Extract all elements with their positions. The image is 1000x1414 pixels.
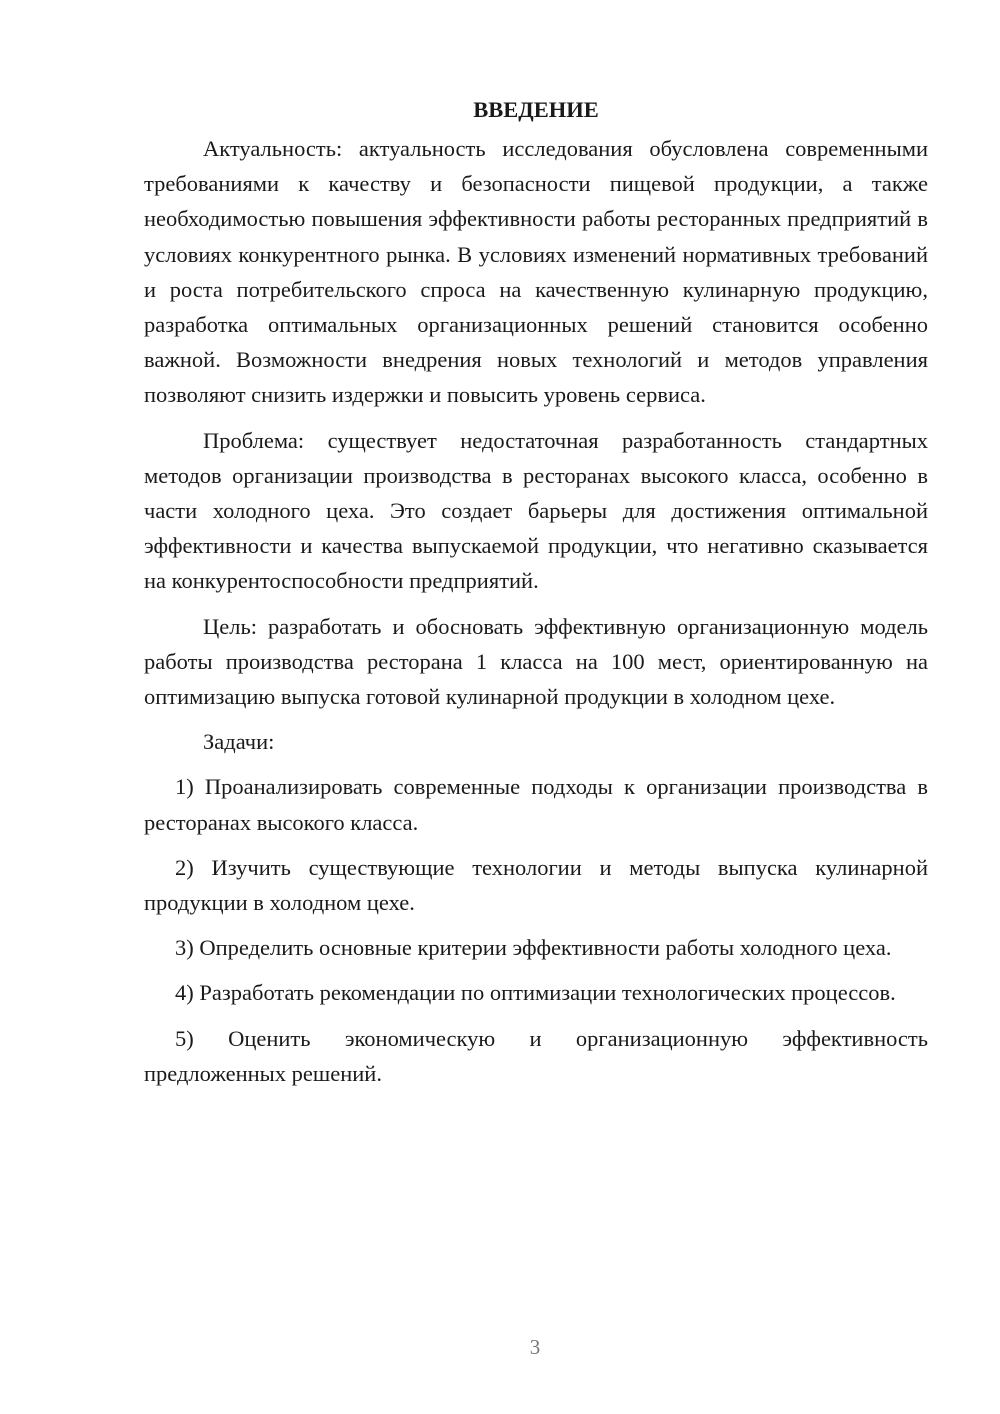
- goal-paragraph: Цель: разработать и обосновать эффективную организационную модель работы производства ресторана 1 класса на 100 мест, ориентированную на оптимизацию выпуска готовой кулинарной продукции в холодном цехе.: [144, 613, 928, 710]
- list-item: 5) Оценить экономическую и организационную эффективность предложенных решений.: [144, 1025, 928, 1086]
- list-item: 1) Проанализировать современные подходы к организации производства в ресторанах высокого класса.: [144, 774, 928, 835]
- problem-paragraph: Проблема: существует недостаточная разработанность стандартных методов организации производства в ресторанах высокого класса, особенно в части холодного цеха. Это создает барьеры для достижения оптимальной эффективности и качества выпускаемой продукции, что негативно сказывается на конкурентоспособности предприятий.: [144, 427, 928, 594]
- relevance-paragraph: Актуальность: актуальность исследования обусловлена современными требованиями к качеству и безопасности пищевой продукции, а также необходимостью повышения эффективности работы ресторанных предприятий в условиях конкурентного рынка. В условиях изменений нормативных требований и роста потребительского спроса на качественную кулинарную продукцию, разработка оптимальных организационных решений становится особенно важной. Возможности внедрения новых технологий и методов управления позволяют снизить издержки и повысить уровень сервиса.: [144, 136, 928, 408]
- list-item: 3) Определить основные критерии эффективности работы холодного цеха.: [175, 935, 892, 961]
- tasks-list: [144, 769, 928, 1091]
- list-item: 4) Разработать рекомендации по оптимизации технологических процессов.: [175, 980, 896, 1006]
- list-item: 2) Изучить существующие технологии и методы выпуска кулинарной продукции в холодном цехе.: [144, 854, 928, 916]
- page-number: 3: [529, 1335, 541, 1359]
- page-title: ВВЕДЕНИЕ: [473, 97, 599, 122]
- document-page: [144, 92, 928, 1101]
- tasks-label: Задачи:: [203, 729, 275, 755]
